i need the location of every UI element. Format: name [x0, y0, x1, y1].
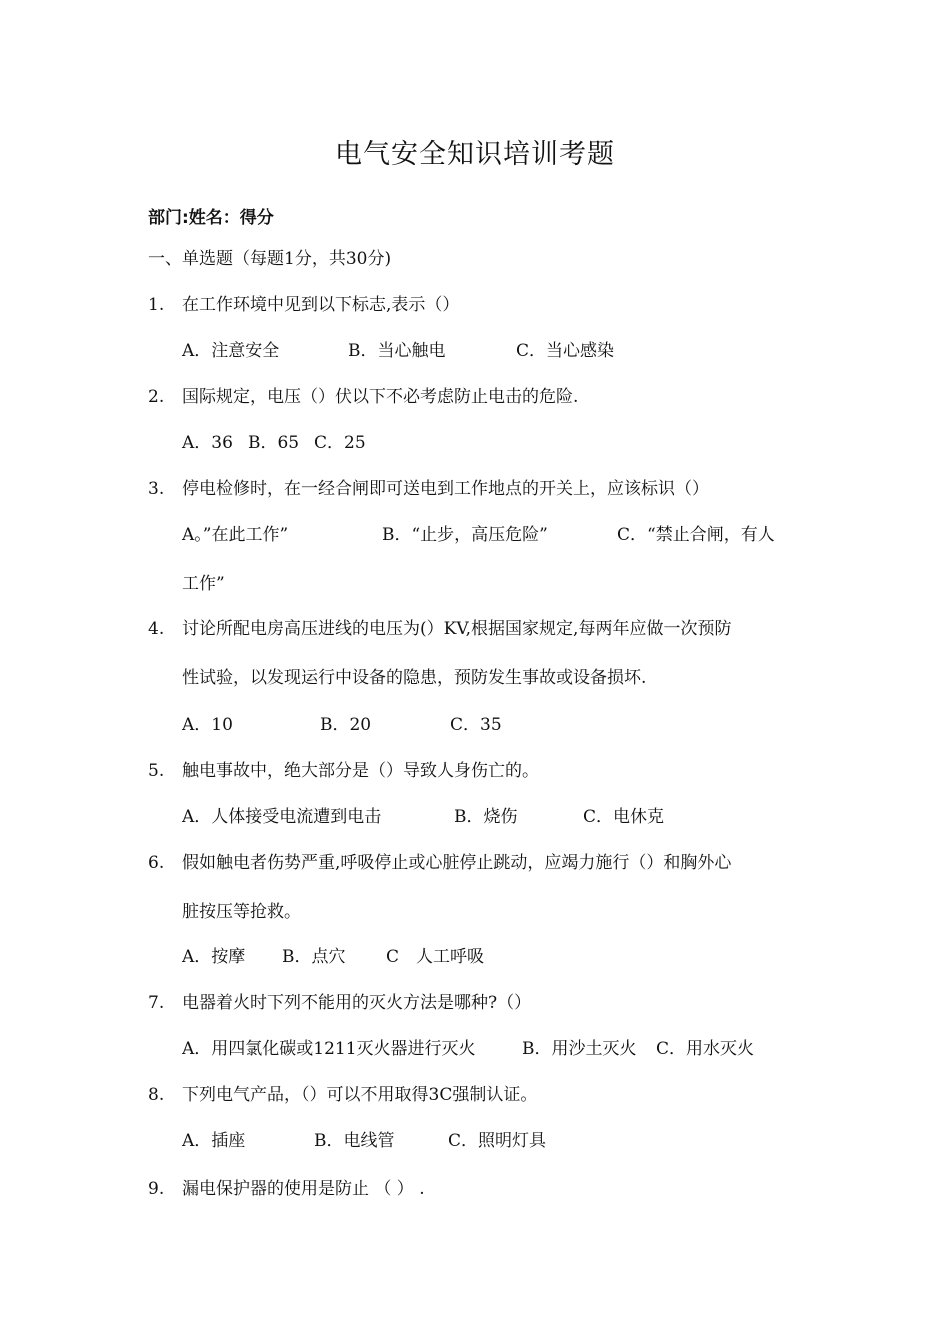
- question-number: 5.: [148, 761, 165, 781]
- question-number: 8.: [148, 1085, 165, 1105]
- question-text: 漏电保护器的使用是防止 （ ） .: [182, 1179, 425, 1199]
- question-text: 讨论所配电房高压进线的电压为(）KV,根据国家规定,每两年应做一次预防: [182, 619, 732, 639]
- question-number: 6.: [148, 853, 165, 873]
- question-text: 脏按压等抢救。: [182, 902, 301, 922]
- question-options: [182, 1129, 546, 1153]
- option: A。”在此工作”: [182, 525, 289, 545]
- question-options: [182, 805, 664, 829]
- question-number: 7.: [148, 993, 165, 1013]
- option: C．照明灯具: [448, 1131, 547, 1151]
- option: C．当心感染: [516, 341, 615, 361]
- option: A．插座: [182, 1131, 246, 1151]
- question-text: 触电事故中，绝大部分是（）导致人身伤亡的。: [182, 761, 539, 781]
- option: B．20: [320, 715, 372, 735]
- option: A．36: [182, 433, 233, 453]
- option: A．注意安全: [182, 341, 280, 361]
- option-continuation: 工作”: [182, 574, 225, 594]
- option: B．烧伤: [454, 807, 518, 827]
- question-number: 9.: [148, 1179, 165, 1199]
- question-text: 停电检修时，在一经合闸即可送电到工作地点的开关上，应该标识（）: [182, 479, 709, 499]
- question-text: 在工作环境中见到以下标志,表示（）: [182, 295, 460, 315]
- question-options: [182, 713, 502, 737]
- option: B．65: [248, 433, 300, 453]
- question-options: [182, 339, 614, 363]
- option: B．用沙土灭火: [522, 1039, 637, 1059]
- question-options: [182, 1037, 754, 1061]
- option: A．人体接受电流遭到电击: [182, 807, 382, 827]
- question-text: 电器着火时下列不能用的灭火方法是哪种?（）: [182, 993, 532, 1013]
- section-heading: 一、单选题（每题1分，共30分): [148, 249, 392, 269]
- option: B．点穴: [282, 947, 346, 967]
- option: C．电休克: [583, 807, 665, 827]
- option: A．10: [182, 715, 233, 735]
- question-text: 假如触电者伤势严重,呼吸停止或心脏停止跳动，应竭力施行（）和胸外心: [182, 853, 732, 873]
- document-title: 电气安全知识培训考题: [335, 139, 615, 170]
- option: C．35: [450, 715, 502, 735]
- option: B．电线管: [314, 1131, 395, 1151]
- header-fields: 部门:姓名：得分: [148, 208, 274, 228]
- question-text: 国际规定，电压（）伏以下不必考虑防止电击的危险.: [182, 387, 579, 407]
- question-options: [182, 431, 366, 455]
- question-text: 下列电气产品，（）可以不用取得3C强制认证。: [182, 1085, 538, 1105]
- option: C．“禁止合闸，有人: [617, 525, 775, 545]
- question-text: 性试验，以发现运行中设备的隐患，预防发生事故或设备损坏.: [182, 668, 647, 688]
- option: B．“止步，高压危险”: [382, 525, 548, 545]
- option: C．用水灭火: [656, 1039, 755, 1059]
- option: C 人工呼吸: [386, 947, 485, 967]
- question-options: [182, 523, 775, 547]
- question-options: [182, 945, 484, 969]
- question-number: 2.: [148, 387, 165, 407]
- option: B．当心触电: [348, 341, 446, 361]
- question-number: 4.: [148, 619, 165, 639]
- question-number: 3.: [148, 479, 165, 499]
- option: A．用四氯化碳或1211灭火器进行灭火: [182, 1039, 476, 1059]
- question-number: 1.: [148, 295, 165, 315]
- option: C．25: [314, 433, 366, 453]
- option: A．按摩: [182, 947, 246, 967]
